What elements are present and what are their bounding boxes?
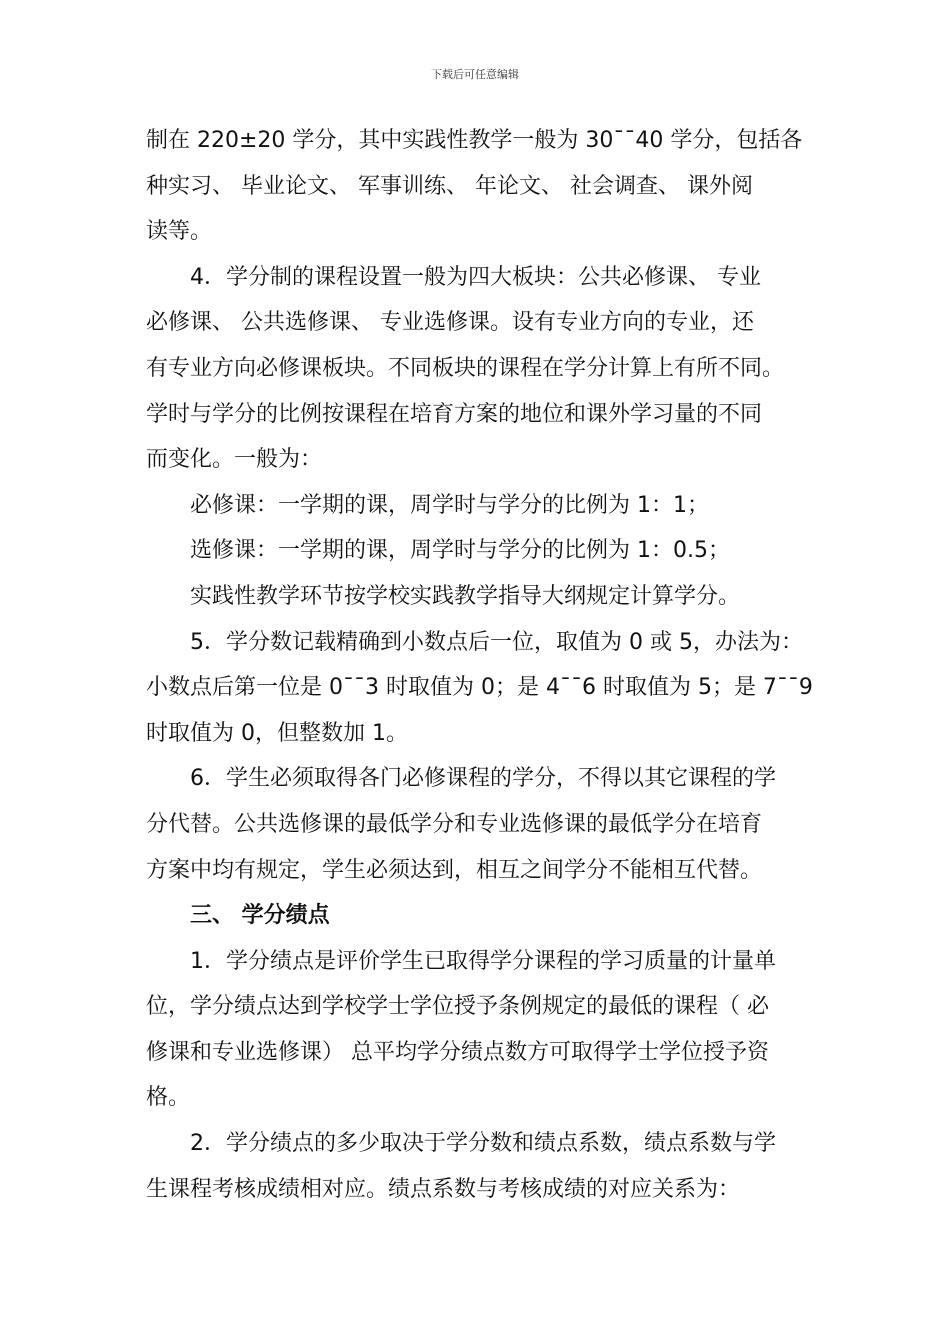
- text-line: 生课程考核成绩相对应。绩点系数与考核成绩的对应关系为：: [146, 1176, 741, 1202]
- text-line: 必修课：一学期的课，周学时与学分的比例为 1：1；: [190, 492, 709, 518]
- text-line: 方案中均有规定，学生必须达到，相互之间学分不能相互代替。: [146, 857, 763, 883]
- text-line: 时取值为 0，但整数加 1。: [146, 720, 408, 746]
- text-line: 而变化。一般为：: [146, 447, 323, 473]
- text-line: 实践性教学环节按学校实践教学指导大纲规定计算学分。: [190, 583, 741, 609]
- section-heading: 三、 学分绩点: [190, 903, 330, 929]
- document-body: [146, 118, 826, 1212]
- text-line: 修课和专业选修课） 总平均学分绩点数方可取得学士学位授予资: [146, 1039, 769, 1065]
- text-line: 选修课：一学期的课，周学时与学分的比例为 1：0.5；: [190, 538, 730, 564]
- text-line: 位，学分绩点达到学校学士学位授予条例规定的最低的课程（ 必: [146, 994, 769, 1020]
- text-line: 学时与学分的比例按课程在培育方案的地位和课外学习量的不同: [146, 401, 763, 427]
- text-line: 种实习、 毕业论文、 军事训练、 年论文、 社会调查、 课外阅: [146, 173, 753, 199]
- text-line: 有专业方向必修课板块。不同板块的课程在学分计算上有所不同。: [146, 355, 785, 381]
- text-line: 格。: [146, 1085, 191, 1111]
- text-line: 1．学分绩点是评价学生已取得学分课程的学习质量的计量单: [190, 948, 776, 974]
- text-line: 2．学分绩点的多少取决于学分数和绩点系数，绩点系数与学: [190, 1131, 776, 1157]
- text-line: 小数点后第一位是 0¯¯3 时取值为 0；是 4¯¯6 时取值为 5；是 7¯¯9: [146, 675, 813, 701]
- page-header: 下载后可任意编辑: [431, 68, 519, 81]
- text-line: 必修课、 公共选修课、 专业选修课。设有专业方向的专业，还: [146, 310, 754, 336]
- text-line: 分代替。公共选修课的最低学分和专业选修课的最低学分在培育: [146, 811, 763, 837]
- text-line: 6．学生必须取得各门必修课程的学分，不得以其它课程的学: [190, 766, 776, 792]
- text-line: 4．学分制的课程设置一般为四大板块：公共必修课、 专业: [190, 264, 761, 290]
- text-line: 5．学分数记载精确到小数点后一位，取值为 0 或 5，办法为：: [190, 629, 803, 655]
- text-line: 制在 220±20 学分，其中实践性教学一般为 30¯¯40 学分，包括各: [146, 128, 803, 153]
- text-line: 读等。: [146, 219, 213, 245]
